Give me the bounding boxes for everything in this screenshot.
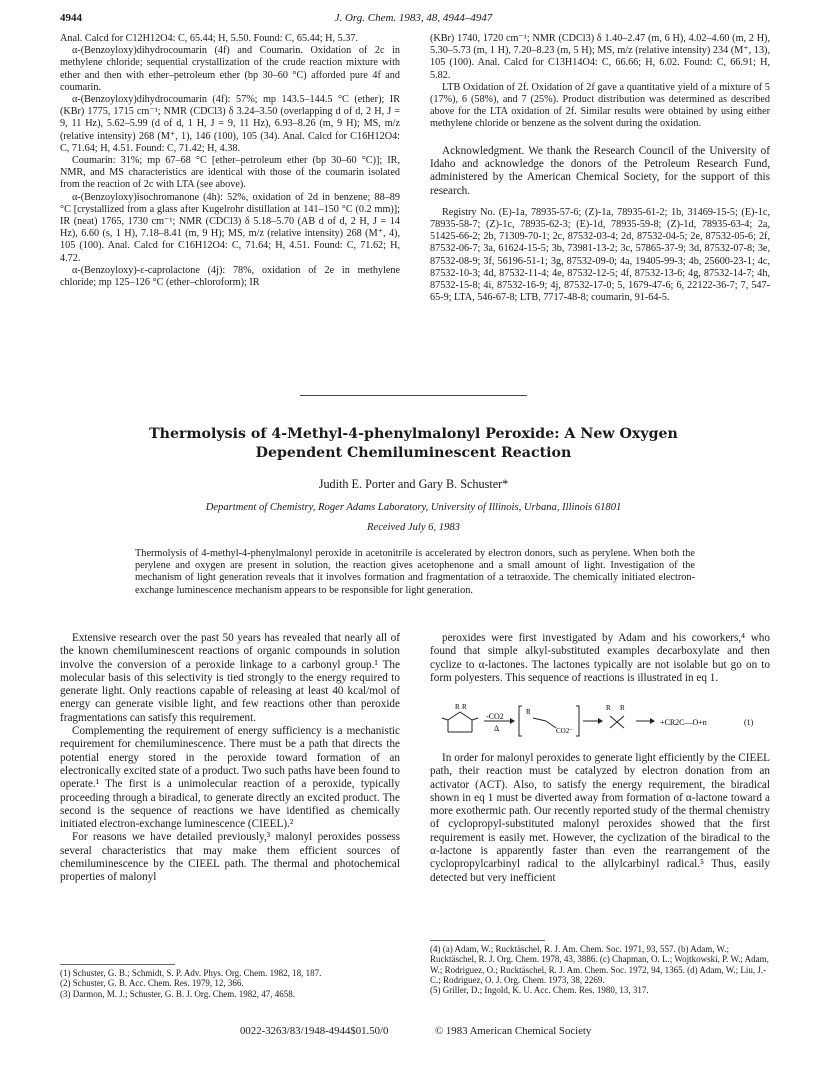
footnote: (5) Griller, D.; Ingold, K. U. Acc. Chem. Res. 1980, 13, 317.: [430, 985, 649, 996]
footnote: (2) Schuster, G. B. Acc. Chem. Res. 1979, 12, 366.: [60, 978, 244, 989]
footer-copyright: © 1983 American Chemical Society: [435, 1025, 592, 1037]
footnote: (4) (a) Adam, W.; Rucktäschel, R. J. Am. Chem. Soc. 1971, 93, 557. (b) Adam, W.; Rucktäschel, R. J. Org. Chem. 1978, 43, 3886. (c) Chapman, O. L.; Wojtkowski, P. W.; Adam, W.; Rodriguez, O.; Rucktäschel, R. J. Am. Chem. Soc. 1972, 94, 1365. (d) Adam, W.; Liu, J.-C.; Rodriguez, O. J. Org. Chem. 1973, 38, 2269.: [430, 944, 769, 985]
paragraph: α-(Benzoyloxy)dihydrocoumarin (4f) and Coumarin. Oxidation of 2c in methylene chloride; sequential crystallization of the crude reaction mixture with ether and then with ether–petroleum ether (bp 30–60 °C) afforded pure 4f and coumarin.: [60, 45, 400, 93]
arrow-head: [510, 718, 515, 724]
article-title: [60, 425, 767, 463]
footnote-rule-left: [60, 964, 175, 965]
malonyl-peroxide-structure: [442, 712, 478, 732]
paragraph: α-(Benzoyloxy)isochromanone (4h): 52%, oxidation of 2d in benzene; 88–89 °C [crystallized from a glass after Kugelrohr distillation at 141–150 °C (0.2 mm)]; IR (neat) 1765, 1730 cm⁻¹; NMR (CDCl3) δ 5.18–5.70 (AB d of d, 2 H, J = 14 Hz), 6.60 (s, 1 H), 7.18–8.41 (m, 9 H); MS, m/z (relative intensity) 268 (M⁺, 4), 105 (100). Anal. Calcd for C16H12O4: C, 71.64; H, 4.51. Found: C, 71.62; H, 4.72.: [60, 191, 400, 264]
footnote-rule-right: [430, 940, 545, 941]
polyester-product: +CR2C—O+n: [660, 718, 707, 727]
paragraph: Extensive research over the past 50 years has revealed that nearly all of the known chemiluminescent reactions of organic compounds in solution involve the conversion of a peroxide linkage to a carbonyl group.¹ The molecular basis of this selectivity is tied strongly to the energy required to generate light. Only reactions capable of releasing at least 40 kcal/mol of energy can generate visible light, and few reactions other than peroxide fragmentations can satisfy this requirement.: [60, 632, 400, 724]
r-label: R: [620, 704, 625, 712]
footnote: (3) Darmon, M. J.; Schuster, G. B. J. Org. Chem. 1982, 47, 4658.: [60, 988, 295, 999]
paragraph: Complementing the requirement of energy sufficiency is a mechanistic requirement for chemiluminescence. There must be a path that directs the potential energy stored in the peroxide toward formation of an electronically excited state of a product. Two such paths have been found to operate.¹ The first is a unimolecular reaction of a peroxide, typically proceeding through a biradical, to generate directly an excited product. The second is the sequence of reactions we have identified as chemically initiated electron-exchange luminescence (CIEEL).²: [60, 725, 400, 831]
title-line-1: Thermolysis of 4-Methyl-4-phenylmalonyl Peroxide: A New Oxygen: [149, 426, 678, 442]
footnotes-left: [60, 968, 400, 999]
arrow-head: [650, 718, 655, 724]
body-left-column: [60, 632, 400, 885]
acknowledgment: Acknowledgment. We thank the Research Council of the University of Idaho and acknowledge the donors of the Petroleum Research Fund, administered by the American Chemical Society, for the support of this research.: [430, 144, 770, 197]
r-label: R: [606, 704, 611, 712]
registry-numbers: Registry No. (E)-1a, 78935-57-6; (Z)-1a, 78935-61-2; 1b, 31469-15-5; (E)-1c, 78935-58-7; (Z)-1c, 78935-62-3; (E)-1d, 78935-59-8; (Z)-1d, 78935-63-4; 2a, 51425-66-2; 2b, 71309-70-1; 2c, 87532-03-4; 2d, 87532-04-5; 2e, 87532-05-6; 2f, 87532-06-7; 3a, 61624-15-5; 3b, 73981-13-2; 3c, 57865-37-9; 3d, 87532-07-8; 3e, 87532-08-9; 3f, 56196-51-1; 3g, 87532-09-0; 4a, 19405-99-3; 4b, 25600-23-1; 4c, 87532-10-3; 4d, 87532-11-4; 4e, 87532-12-5; 4f, 87532-13-6; 4g, 87532-14-7; 4h, 87532-15-8; 4i, 87532-16-9; 4j, 87532-17-0; 5, 1679-47-6; 6, 22122-36-7; 7, 547-65-9; LTA, 546-67-8; LTB, 7717-48-8; coumarin, 91-64-5.: [430, 206, 770, 304]
paragraph: α-(Benzoyloxy)-ε-caprolactone (4j): 78%, oxidation of 2e in methylene chloride; mp 125–126 °C (ether–chloroform); IR: [60, 264, 400, 289]
minus-co2: -CO2: [486, 712, 504, 721]
paragraph: LTB Oxidation of 2f. Oxidation of 2f gave a quantitative yield of a mixture of 5 (17%), 6 (58%), and 7 (25%). Product distribution was determined as described above for the LTA oxidation of 2f. Similar results were obtained by using either methylene chloride or benzene as the solvent during the oxidation.: [430, 81, 770, 130]
footnote: (1) Schuster, G. B.; Schmidt, S. P. Adv. Phys. Org. Chem. 1982, 18, 187.: [60, 968, 322, 978]
equation-1: [438, 700, 788, 740]
carboxylate: CO2⁻: [556, 727, 573, 735]
bracket-right: [576, 706, 579, 736]
affiliation: Department of Chemistry, Roger Adams Laboratory, University of Illinois, Urbana, Illinois 61801: [205, 502, 622, 513]
body-right-top: [430, 632, 770, 685]
journal-header: J. Org. Chem. 1983, 48, 4944–4947: [334, 12, 493, 24]
footer-code: 0022-3263/83/1948-4944$01.50/0: [240, 1025, 389, 1037]
equation-label: (1): [744, 718, 754, 727]
paragraph: α-(Benzoyloxy)dihydrocoumarin (4f): 57%; mp 143.5–144.5 °C (ether); IR (KBr) 1775, 1715 cm⁻¹; NMR (CDCl3) δ 3.24–3.50 (overlapping d of d, 2 H, J = 9, 11 Hz), 5.62–5.99 (d of d, 1 H, J = 9, 11 Hz), 6.93–8.26 (m, 9 H); MS, m/z (relative intensity) 268 (M⁺, 1), 146 (100), 105 (34). Anal. Calcd for C16H12O4: C, 71.64; H, 4.51. Found: C, 71.42; H, 4.38.: [60, 94, 400, 154]
r-label: R: [526, 708, 531, 716]
paragraph: For reasons we have detailed previously,³ malonyl peroxides possess several characteristics that may make them efficient sources of chemiluminescence by the CIEEL path. The thermal and photochemical properties of malonyl: [60, 831, 400, 884]
bracket-left: [519, 706, 522, 736]
footnotes-right: [430, 944, 770, 995]
bond: [533, 718, 546, 721]
paragraph: Coumarin: 31%; mp 67–68 °C [ether–petroleum ether (bp 30–60 °C)]; IR, NMR, and MS characteristics are identical with those of the coumarin isolated from the reaction of 2c with LTA (see above).: [60, 155, 400, 191]
r-label: R: [462, 703, 467, 711]
arrow-head: [598, 718, 603, 724]
r-label: R: [455, 703, 460, 711]
paragraph: (KBr) 1740, 1720 cm⁻¹; NMR (CDCl3) δ 1.40–2.47 (m, 6 H), 4.02–4.60 (m, 2 H), 5.30–5.73 (m, 1 H), 7.20–8.23 (m, 5 H); MS, m/z (relative intensity) 234 (M⁺, 13), 105 (100). Anal. Calcd for C13H14O4: C, 66.66; H, 6.02. Found: C, 66.91; H, 5.82.: [430, 33, 770, 81]
page-number: 4944: [60, 12, 82, 24]
paragraph: peroxides were first investigated by Adam and his coworkers,⁴ who found that simple alkyl-substituted examples decarboxylate and then cyclize to α-lactones. The lactones typically are not isolable but go on to form polyesters. This sequence of reactions is illustrated in eq 1.: [430, 632, 770, 684]
body-right-bottom: [430, 752, 770, 885]
section-divider: [300, 395, 527, 396]
bond: [546, 721, 556, 728]
title-line-2: Dependent Chemiluminescent Reaction: [255, 445, 572, 461]
top-left-column: [60, 33, 400, 289]
paragraph: In order for malonyl peroxides to generate light efficiently by the CIEEL path, their reaction must be catalyzed by electron donation from an activator (ACT). Also, to satisfy the energy requirement, the biradical shown in eq 1 must be diverted away from formation of α-lactone toward a more exothermic path. Our recently reported study of the thermal chemistry of cyclopropyl-substituted malonyl peroxides showed that the first requirement is easily met. However, the cyclization of the biradical to the α-lactone is apparently faster than even the rearrangement of the cyclopropylcarbinyl radical to the allylcarbinyl radical.⁵ Thus, easily detected but very inefficient: [430, 752, 770, 884]
top-right-column: [430, 33, 770, 304]
received-date: Received July 6, 1983: [367, 522, 460, 533]
delta-symbol: Δ: [494, 724, 500, 733]
authors: Judith E. Porter and Gary B. Schuster*: [318, 477, 509, 491]
abstract: Thermolysis of 4-methyl-4-phenylmalonyl peroxide in acetonitrile is accelerated by electron donors, such as perylene. When both the perylene and oxygen are present in solution, the reaction gives acetophenone and a small amount of light. Investigation of the mechanism of light generation reveals that it involves formation and fragmentation of a tetraoxide. The chemically initiated electron-exchange luminescence mechanism appears to be responsible for light generation.: [135, 548, 695, 596]
paragraph: Anal. Calcd for C12H12O4: C, 65.44; H, 5.50. Found: C, 65.44; H, 5.37.: [60, 33, 358, 44]
